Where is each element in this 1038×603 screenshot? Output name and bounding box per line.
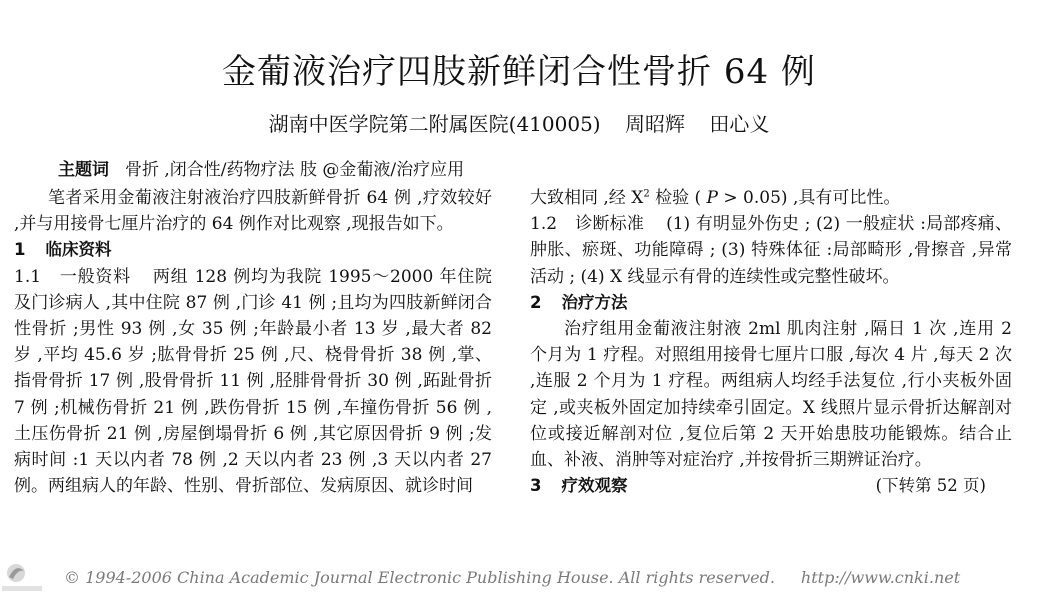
- keywords-text: 骨折 ,闭合性/药物疗法 肢 @金葡液/治疗应用: [125, 160, 465, 180]
- cnki-logo-icon: [0, 559, 44, 595]
- keywords-label: 主题词: [58, 160, 109, 180]
- subsection-1-1: [14, 264, 492, 500]
- right-column: [530, 185, 1012, 499]
- intro-paragraph: 笔者采用金葡液注射液治疗四肢新鲜骨折 64 例 ,疗效较好 ,并与用接骨七厘片治疗的 64 例作对比观察 ,现报告如下。: [14, 188, 492, 235]
- section-3-title: 疗效观察: [561, 476, 628, 496]
- subsection-1-1-title: 一般资料: [59, 266, 131, 287]
- continued-text-a: 大致相同 ,经 X: [530, 188, 644, 208]
- subsection-1-2-text: (1) 有明显外伤史 ; (2) 一般症状 :局部疼痛、肿胀、瘀斑、功能障碍 ; (3) 特殊体征 :局部畸形 ,骨擦音 ,异常活动 ; (4) X 线显示有骨的连续性或完整性破坏。: [530, 214, 1012, 287]
- keywords-line: [58, 155, 464, 180]
- p-value-symbol: P: [706, 188, 718, 208]
- subsection-1-2-title: 诊断标准: [575, 214, 645, 235]
- continued-on-page-note: (下转第 52 页): [875, 476, 986, 496]
- section-3-number: 3: [530, 476, 542, 496]
- section-2-title: 治疗方法: [561, 292, 628, 312]
- section-1-title: 临床资料: [45, 240, 112, 260]
- section-1-heading: [14, 237, 492, 263]
- left-column: [14, 185, 492, 499]
- continued-paragraph: [530, 185, 1012, 211]
- article-title: 金葡液治疗四肢新鲜闭合性骨折 64 例: [222, 52, 816, 92]
- subsection-1-2: [530, 211, 1012, 290]
- subsection-1-1-text: 两组 128 例均为我院 1995～2000 年住院及门诊病人 ,其中住院 87 例 ,门诊 41 例 ;且均为四肢新鲜闭合性骨折 ;男性 93 例 ,女 35 例 ;年龄最小者 13 岁 ,最大者 82 岁 ,平均 45.6 岁 ;肱骨骨折 25 例 ,尺、桡骨骨折 38 例 ,掌、指骨骨折 17 例 ,股骨骨折 11 例 ,胫腓骨骨折 30 例 ,跖趾骨折 7 例 ;机械伤骨折 21 例 ,跌伤骨折 15 例 ,车撞伤骨折 56 例 ,土压伤骨折 21 例 ,房屋倒塌骨折 6 例 ,其它原因骨折 9 例 ;发病时间 :1 天以内者 78 例 ,2 天以内者 23 例 ,3 天以内者 27 例。两组病人的年龄、性别、骨折部位、发病原因、就诊时间: [14, 266, 492, 497]
- section-2-heading: [530, 290, 1012, 316]
- section-2-number: 2: [530, 292, 542, 312]
- section-2-paragraph: 治疗组用金葡液注射液 2ml 肌肉注射 ,隔日 1 次 ,连用 2 个月为 1 疗程。对照组用接骨七厘片口服 ,每次 4 片 ,每天 2 次 ,连服 2 个月为 1 疗程。两组病人均经手法复位 ,行小夹板外固定 ,或夹板外固定加持续牵引固定。X 线照片显示骨折达解剖对位或接近解剖对位 ,复位后第 2 天开始患肢功能锻炼。结合止血、补液、消肿等对症治疗 ,并按骨折三期辨证治疗。: [530, 319, 1012, 471]
- continued-text-c: > 0.05) ,具有可比性。: [718, 188, 901, 208]
- chi-square-superscript: 2: [643, 188, 650, 200]
- subsection-1-2-number: 1.2: [530, 214, 558, 235]
- section-3-heading: [530, 473, 1012, 499]
- cnki-link[interactable]: http://www.cnki.net: [800, 568, 961, 587]
- subsection-1-1-number: 1.1: [14, 266, 42, 287]
- copyright-text: © 1994-2006 China Academic Journal Electronic Publishing House. All rights reserved.: [64, 568, 775, 587]
- copyright-footer: [64, 568, 960, 587]
- section-1-number: 1: [14, 240, 26, 260]
- author-affiliation: 湖南中医学院第二附属医院(410005) 周昭辉 田心义: [268, 112, 770, 136]
- continued-text-b: 检验 (: [649, 188, 707, 208]
